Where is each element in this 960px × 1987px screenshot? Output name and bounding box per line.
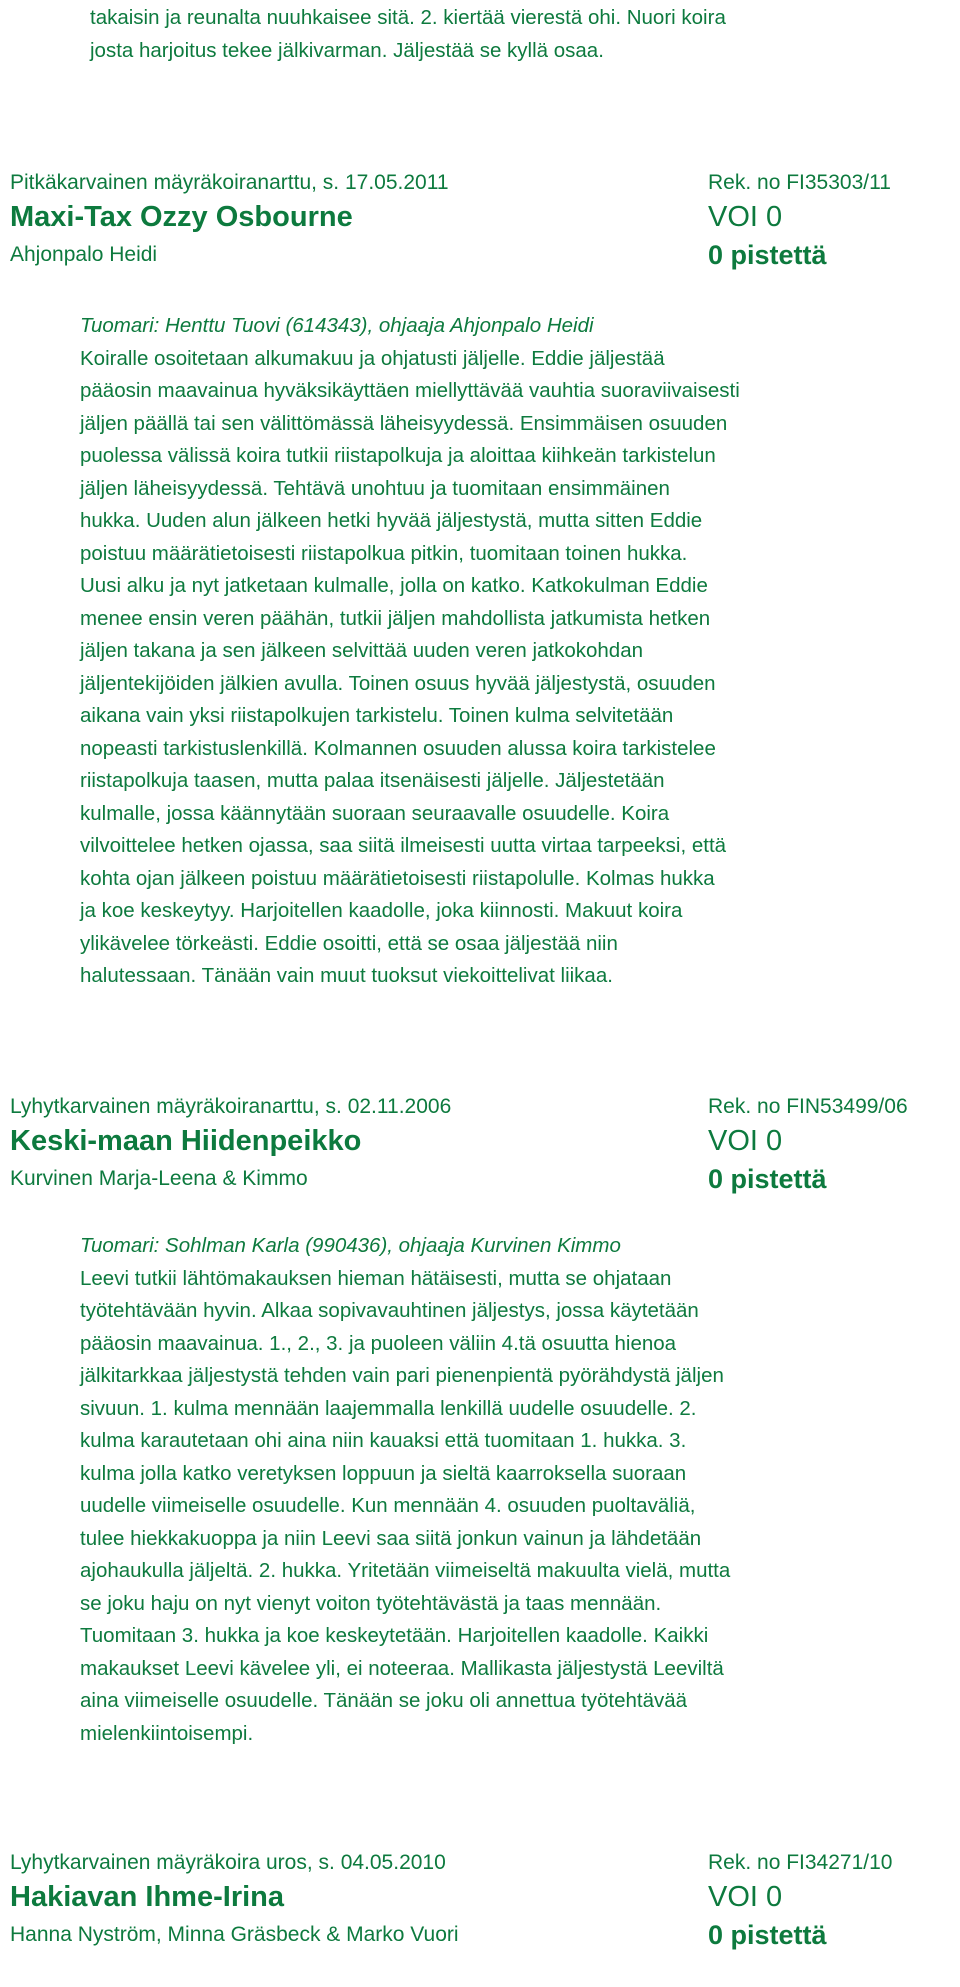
dog-name: Keski-maan Hiidenpeikko bbox=[10, 1125, 362, 1157]
critique-line: uudelle viimeiselle osuudelle. Kun mennään 4. osuuden puoltaväliä, bbox=[80, 1494, 696, 1517]
critique-line: Leevi tutkii lähtömakauksen hieman hätäisesti, mutta se ohjataan bbox=[80, 1266, 672, 1290]
critique-line: Koiralle osoitetaan alkumakuu ja ohjatusti jäljelle. Eddie jäljestää bbox=[80, 346, 665, 370]
entry-meta-row bbox=[10, 1092, 950, 1122]
critique-line: sivuun. 1. kulma mennään laajemmalla lenkillä uudelle osuudelle. 2. bbox=[80, 1396, 697, 1420]
breed-birthdate: Pitkäkarvainen mäyräkoiranarttu, s. 17.05.2011 bbox=[10, 171, 449, 194]
entry-owner-row bbox=[10, 1160, 950, 1198]
critique-line: Tuomitaan 3. hukka ja koe keskeytetään. Harjoitellen kaadolle. Kaikki bbox=[80, 1624, 709, 1647]
critique-line: nopeasti tarkistuslenkillä. Kolmannen osuuden alussa koira tarkistelee bbox=[80, 736, 716, 760]
critique-line: halutessaan. Tänään vain muut tuoksut viekoittelivat liikaa. bbox=[80, 964, 613, 987]
critique-line: ylikävelee törkeästi. Eddie osoitti, että se osaa jäljestää niin bbox=[80, 931, 618, 955]
class-result: VOI 0 bbox=[708, 201, 783, 233]
critique-line: pääosin maavainua. 1., 2., 3. ja puoleen väliin 4.tä osuutta hienoa bbox=[80, 1331, 677, 1355]
critique-line: aina viimeiselle osuudelle. Tänään se joku oli annettua työtehtävää bbox=[80, 1689, 688, 1712]
critique-line: se joku haju on nyt vienyt voiton työtehtävästä ja taas mennään. bbox=[80, 1591, 662, 1615]
critique-line: takaisin ja reunalta nuuhkaisee sitä. 2. kiertää vierestä ohi. Nuori koira bbox=[90, 6, 726, 29]
breed-birthdate: Lyhytkarvainen mäyräkoiranarttu, s. 02.11.2006 bbox=[10, 1095, 452, 1118]
class-result: VOI 0 bbox=[708, 1125, 783, 1157]
critique-line: riistapolkuja taasen, mutta palaa itsenäisesti jäljelle. Jäljestetään bbox=[80, 769, 665, 792]
critique-line: vilvoittelee hetken ojassa, saa siitä ilmeisesti uutta virtaa tarpeeksi, että bbox=[80, 834, 727, 857]
critique-line: kohta ojan jälkeen poistuu määrätietoisesti riistapolulle. Kolmas hukka bbox=[80, 866, 715, 890]
critique-line: jäljen läheisyydessä. Tehtävä unohtuu ja tuomitaan ensimmäinen bbox=[80, 476, 670, 500]
critique-line: ja koe keskeytyy. Harjoitellen kaadolle, joka kiinnosti. Makuut koira bbox=[80, 899, 683, 922]
critique-line: hukka. Uuden alun jälkeen hetki hyvää jäljestystä, mutta sitten Eddie bbox=[80, 509, 703, 532]
critique bbox=[80, 310, 920, 993]
critique-line: Uusi alku ja nyt jatketaan kulmalle, jolla on katko. Katkokulman Eddie bbox=[80, 574, 708, 597]
critique-line: menee ensin veren päähän, tutkii jäljen mahdollista jatkumista hetken bbox=[80, 606, 711, 630]
result-entry bbox=[10, 168, 950, 274]
judge-line: Tuomari: Sohlman Karla (990436), ohjaaja Kurvinen Kimmo bbox=[80, 1234, 621, 1257]
critique-line: aikana vain yksi riistapolkujen tarkistelu. Toinen kulma selvitetään bbox=[80, 704, 674, 727]
points: 0 pistettä bbox=[708, 240, 827, 270]
owners: Ahjonpalo Heidi bbox=[10, 243, 158, 266]
critique-line: tulee hiekkakuoppa ja niin Leevi saa siitä jonkun vainun ja lähdetään bbox=[80, 1526, 702, 1550]
result-entry bbox=[10, 1092, 950, 1198]
critique-line: makaukset Leevi kävelee yli, ei noteeraa. Mallikasta jäljestystä Leeviltä bbox=[80, 1656, 724, 1680]
judge-line: Tuomari: Henttu Tuovi (614343), ohjaaja Ahjonpalo Heidi bbox=[80, 314, 594, 337]
points: 0 pistettä bbox=[708, 1164, 827, 1194]
previous-critique-continuation bbox=[90, 2, 930, 67]
registration-number: Rek. no FI35303/11 bbox=[708, 171, 891, 194]
registration-number: Rek. no FI34271/10 bbox=[708, 1851, 893, 1874]
critique-line: kulma jolla katko veretyksen loppuun ja sieltä kaarroksella suoraan bbox=[80, 1461, 687, 1485]
entry-owner-row bbox=[10, 236, 950, 274]
result-entry bbox=[10, 1848, 950, 1954]
owners: Kurvinen Marja-Leena & Kimmo bbox=[10, 1167, 308, 1190]
entry-name-row bbox=[10, 1878, 950, 1916]
critique-line: puolessa välissä koira tutkii riistapolkuja ja aloittaa kiihkeän tarkistelun bbox=[80, 444, 716, 467]
critique-line: kulma karautetaan ohi aina niin kauaksi että tuomitaan 1. hukka. 3. bbox=[80, 1429, 687, 1452]
critique-line: työtehtävään hyvin. Alkaa sopivavauhtinen jäljestys, jossa käytetään bbox=[80, 1299, 699, 1322]
critique-line: ajohaukulla jäljeltä. 2. hukka. Yritetään viimeiseltä makuulta vielä, mutta bbox=[80, 1559, 731, 1582]
breed-birthdate: Lyhytkarvainen mäyräkoira uros, s. 04.05.2010 bbox=[10, 1851, 446, 1874]
critique-line: mielenkiintoisempi. bbox=[80, 1721, 254, 1745]
critique-line: pääosin maavainua hyväksikäyttäen miellyttävää vauhtia suoraviivaisesti bbox=[80, 379, 740, 402]
points: 0 pistettä bbox=[708, 1920, 827, 1950]
entry-owner-row bbox=[10, 1916, 950, 1954]
critique-line: kulmalle, jossa käännytään suoraan seuraavalle osuudelle. Koira bbox=[80, 801, 670, 825]
dog-name: Hakiavan Ihme-Irina bbox=[10, 1881, 284, 1913]
owners: Hanna Nyström, Minna Gräsbeck & Marko Vuori bbox=[10, 1923, 459, 1946]
entry-meta-row bbox=[10, 168, 950, 198]
critique-line: jäljen takana ja sen jälkeen selvittää uuden veren jatkokohdan bbox=[80, 639, 643, 662]
critique-line: josta harjoitus tekee jälkivarman. Jäljestää se kyllä osaa. bbox=[90, 38, 604, 62]
entry-name-row bbox=[10, 1122, 950, 1160]
entry-name-row bbox=[10, 198, 950, 236]
critique-line: jäljentekijöiden jälkien avulla. Toinen osuus hyvää jäljestystä, osuuden bbox=[80, 671, 716, 695]
entry-meta-row bbox=[10, 1848, 950, 1878]
class-result: VOI 0 bbox=[708, 1881, 783, 1913]
critique-line: jäljen päällä tai sen välittömässä läheisyydessä. Ensimmäisen osuuden bbox=[80, 411, 728, 435]
critique-line: jälkitarkkaa jäljestystä tehden vain pari pienenpientä pyörähdystä jäljen bbox=[80, 1364, 724, 1387]
registration-number: Rek. no FIN53499/06 bbox=[708, 1095, 908, 1118]
dog-name: Maxi-Tax Ozzy Osbourne bbox=[10, 201, 353, 233]
critique bbox=[80, 1230, 920, 1750]
critique-line: poistuu määrätietoisesti riistapolkua pitkin, tuomitaan toinen hukka. bbox=[80, 541, 688, 565]
